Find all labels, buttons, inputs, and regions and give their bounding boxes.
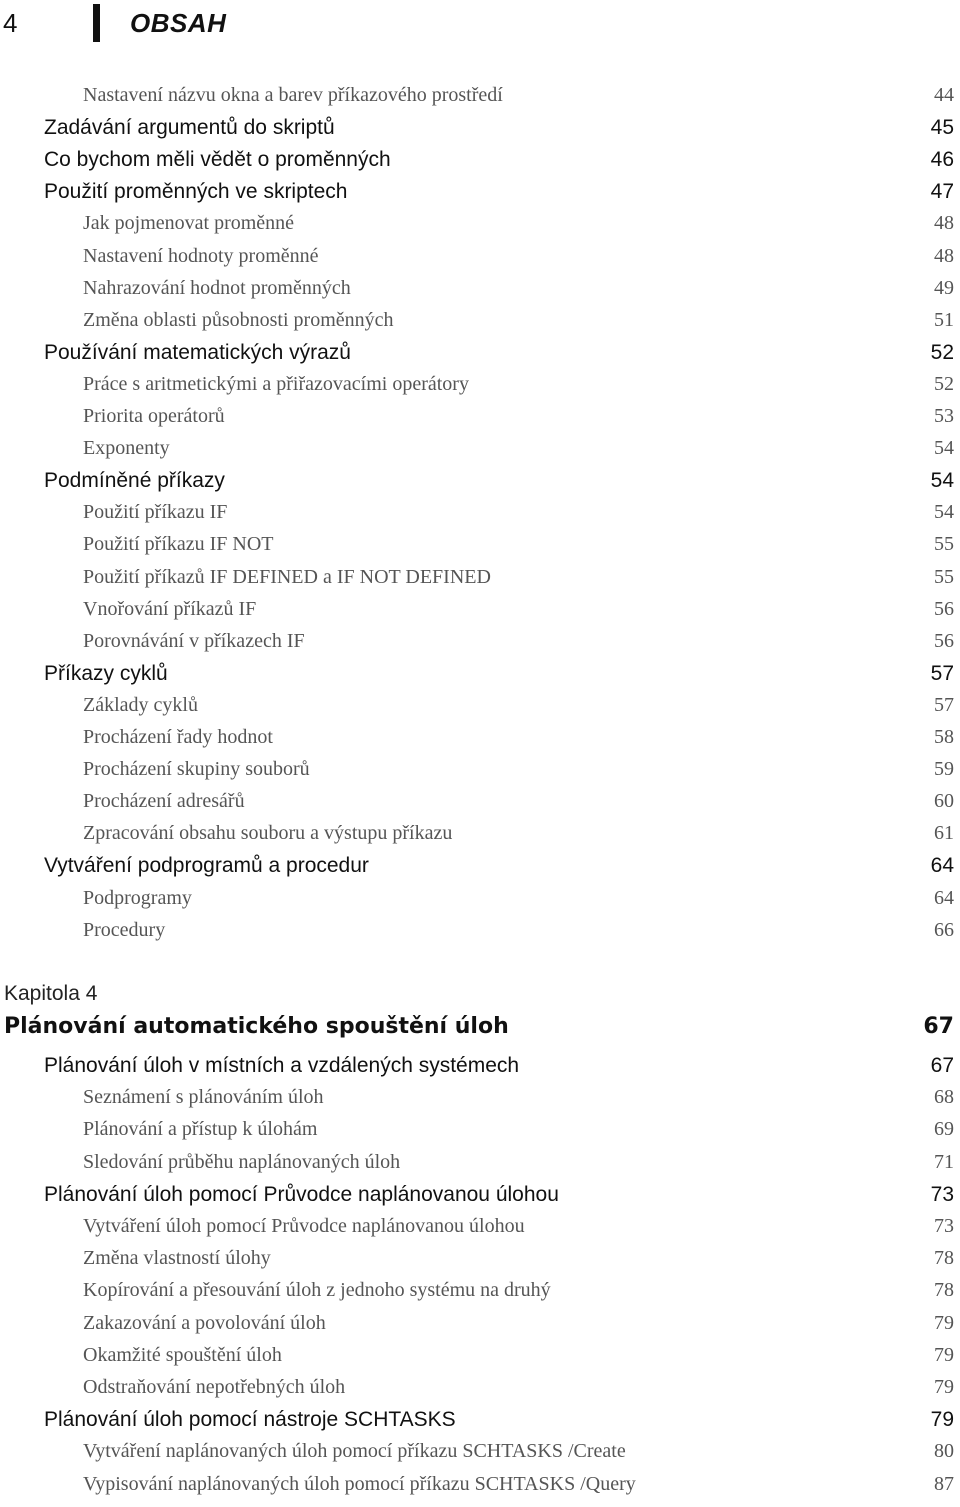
toc-entry-title: Kopírování a přesouvání úloh z jednoho systému na druhý [83,1279,551,1302]
toc-subsection-entry[interactable] [0,1376,960,1406]
toc-entry-page: 78 [934,1247,954,1270]
toc-subsection-entry[interactable] [0,630,960,660]
toc-entry-title: Použití proměnných ve skriptech [44,180,348,204]
toc-section-entry[interactable] [0,469,960,499]
toc-entry-page: 78 [934,1279,954,1302]
toc-entry-page: 69 [934,1118,954,1141]
chapter-label: Kapitola 4 [4,982,98,1005]
toc-entry-page: 73 [930,1182,954,1206]
toc-entry-page: 59 [934,758,954,781]
toc-subsection-entry[interactable] [0,533,960,563]
toc-subsection-entry[interactable] [0,887,960,917]
toc-entry-page: 66 [934,918,954,941]
toc-entry-title: Práce s aritmetickými a přiřazovacími operátory [83,372,469,395]
toc-subsection-entry[interactable] [0,212,960,242]
toc-chapter-page: 67 [923,1014,954,1039]
toc-entry-page: 64 [930,854,954,878]
toc-entry-title: Procházení řady hodnot [83,726,273,748]
toc-entry-title: Zakazování a povolování úloh [83,1311,326,1334]
toc-entry-page: 47 [930,180,954,204]
toc-entry-title: Podprogramy [83,886,192,909]
toc-entry-page: 45 [930,116,954,140]
toc-entry-title: Odstraňování nepotřebných úloh [83,1376,346,1398]
toc-subsection-entry[interactable] [0,1279,960,1309]
toc-entry-title: Procedury [83,918,166,941]
toc-entry-page: 46 [930,148,954,172]
toc-subsection-entry[interactable] [0,437,960,467]
toc-entry-page: 53 [934,405,954,427]
toc-subsection-entry[interactable] [0,1440,960,1470]
toc-entry-page: 56 [934,629,954,652]
toc-entry-page: 79 [930,1408,954,1432]
toc-entry-title: Nahrazování hodnot proměnných [83,276,351,299]
toc-entry-page: 58 [934,726,954,748]
toc-entry-title: Podmíněné příkazy [44,469,225,493]
toc-subsection-entry[interactable] [0,1118,960,1148]
toc-section-entry[interactable] [0,1408,960,1438]
toc-entry-page: 55 [934,565,954,588]
toc-entry-title: Vnořování příkazů IF [83,597,257,620]
toc-entry-title: Plánování úloh pomocí nástroje SCHTASKS [44,1408,456,1432]
toc-entry-title: Vypisování naplánovaných úloh pomocí příkazu SCHTASKS /Query [83,1472,636,1495]
toc-subsection-entry[interactable] [0,1151,960,1181]
toc-entry-title: Co bychom měli vědět o proměnných [44,148,391,172]
toc-entry-page: 48 [934,212,954,235]
toc-entry-title: Změna vlastností úlohy [83,1247,271,1270]
toc-entry-page: 60 [934,790,954,813]
toc-subsection-entry[interactable] [0,405,960,435]
toc-entry-title: Použití příkazu IF NOT [83,533,274,556]
toc-section-entry[interactable] [0,1054,960,1084]
toc-entry-title: Nastavení hodnoty proměnné [83,244,319,267]
toc-subsection-entry[interactable] [0,1215,960,1245]
toc-subsection-entry[interactable] [0,373,960,403]
toc-entry-title: Porovnávání v příkazech IF [83,629,305,652]
toc-subsection-entry[interactable] [0,566,960,596]
toc-section-entry[interactable] [0,180,960,210]
toc-entry-title: Zadávání argumentů do skriptů [44,116,335,140]
toc-section-entry[interactable] [0,148,960,178]
toc-entry-page: 71 [934,1150,954,1173]
toc-entry-title: Zpracování obsahu souboru a výstupu příkazu [83,822,453,845]
toc-entry-title: Exponenty [83,437,170,460]
toc-subsection-entry[interactable] [0,726,960,756]
toc-entry-title: Plánování úloh pomocí Průvodce naplánovanou úlohou [44,1182,559,1206]
toc-entry-page: 54 [934,501,954,524]
toc-entry-page: 57 [934,693,954,716]
toc-entry-title: Vytváření naplánovaných úloh pomocí příkazu SCHTASKS /Create [83,1440,626,1463]
toc-subsection-entry[interactable] [0,84,960,114]
toc-entry-title: Příkazy cyklů [44,661,168,685]
toc-entry-page: 52 [930,340,954,364]
toc-entry-title: Plánování úloh v místních a vzdálených systémech [44,1054,520,1077]
page-number: 4 [3,8,18,38]
toc-entry-page: 87 [934,1472,954,1495]
toc-entry-title: Jak pojmenovat proměnné [83,212,295,235]
toc-section-entry[interactable] [0,116,960,146]
toc-entry-page: 54 [934,437,954,460]
toc-entry-page: 79 [934,1311,954,1334]
toc-subsection-entry[interactable] [0,245,960,275]
toc-subsection-entry[interactable] [0,1344,960,1374]
toc-entry-page: 73 [934,1215,954,1237]
toc-entry-title: Procházení adresářů [83,790,245,813]
toc-subsection-entry[interactable] [0,501,960,531]
toc-subsection-entry[interactable] [0,790,960,820]
toc-entry-title: Vytváření úloh pomocí Průvodce naplánovanou úlohou [83,1215,525,1237]
toc-entry-page: 57 [930,661,954,685]
toc-chapter-entry[interactable] [0,1014,960,1044]
toc-subsection-entry[interactable] [0,919,960,949]
toc-entry-title: Procházení skupiny souborů [83,758,310,781]
toc-subsection-entry[interactable] [0,1086,960,1116]
toc-entry-page: 49 [934,276,954,299]
toc-entry-title: Seznámení s plánováním úloh [83,1086,324,1109]
toc-entry-title: Základy cyklů [83,693,198,716]
toc-entry-page: 52 [934,372,954,395]
toc-subsection-entry[interactable] [0,309,960,339]
toc-subsection-entry[interactable] [0,1312,960,1342]
toc-section-entry[interactable] [0,854,960,884]
toc-entry-page: 55 [934,533,954,556]
toc-entry-page: 79 [934,1376,954,1398]
toc-subsection-entry[interactable] [0,277,960,307]
toc-entry-title: Změna oblasti působnosti proměnných [83,308,394,331]
toc-entry-title: Okamžité spouštění úloh [83,1343,282,1366]
toc-entry-page: 56 [934,597,954,620]
toc-subsection-entry[interactable] [0,694,960,724]
toc-entry-page: 68 [934,1086,954,1109]
toc-section-entry[interactable] [0,662,960,692]
toc-entry-page: 44 [934,84,954,106]
toc-subsection-entry[interactable] [0,1247,960,1277]
toc-entry-page: 67 [930,1054,954,1077]
toc-entry-page: 79 [934,1343,954,1366]
toc-entry-title: Nastavení názvu okna a barev příkazového prostředí [83,84,503,106]
toc-subsection-entry[interactable] [0,1473,960,1503]
toc-entry-page: 51 [934,308,954,331]
toc-entry-page: 48 [934,244,954,267]
page-title: OBSAH [130,8,227,38]
header-divider [93,4,100,42]
toc-section-entry[interactable] [0,1183,960,1213]
toc-entry-title: Použití příkazu IF [83,501,228,524]
toc-entry-title: Použití příkazů IF DEFINED a IF NOT DEFINED [83,565,491,588]
page-header [0,0,960,50]
toc-entry-page: 80 [934,1440,954,1463]
toc-entry-page: 54 [930,469,954,493]
toc-chapter-title: Plánování automatického spouštění úloh [4,1014,509,1039]
toc-entry-page: 64 [934,886,954,909]
toc-subsection-entry[interactable] [0,598,960,628]
toc-entry-title: Sledování průběhu naplánovaných úloh [83,1150,401,1173]
toc-entry-title: Používání matematických výrazů [44,340,351,364]
toc-entry-title: Vytváření podprogramů a procedur [44,854,369,878]
toc-entry-page: 61 [934,822,954,845]
toc-entry-title: Priorita operátorů [83,405,225,427]
toc-entry-title: Plánování a přístup k úlohám [83,1118,318,1141]
toc-subsection-entry[interactable] [0,758,960,788]
toc-section-entry[interactable] [0,341,960,371]
toc-subsection-entry[interactable] [0,822,960,852]
